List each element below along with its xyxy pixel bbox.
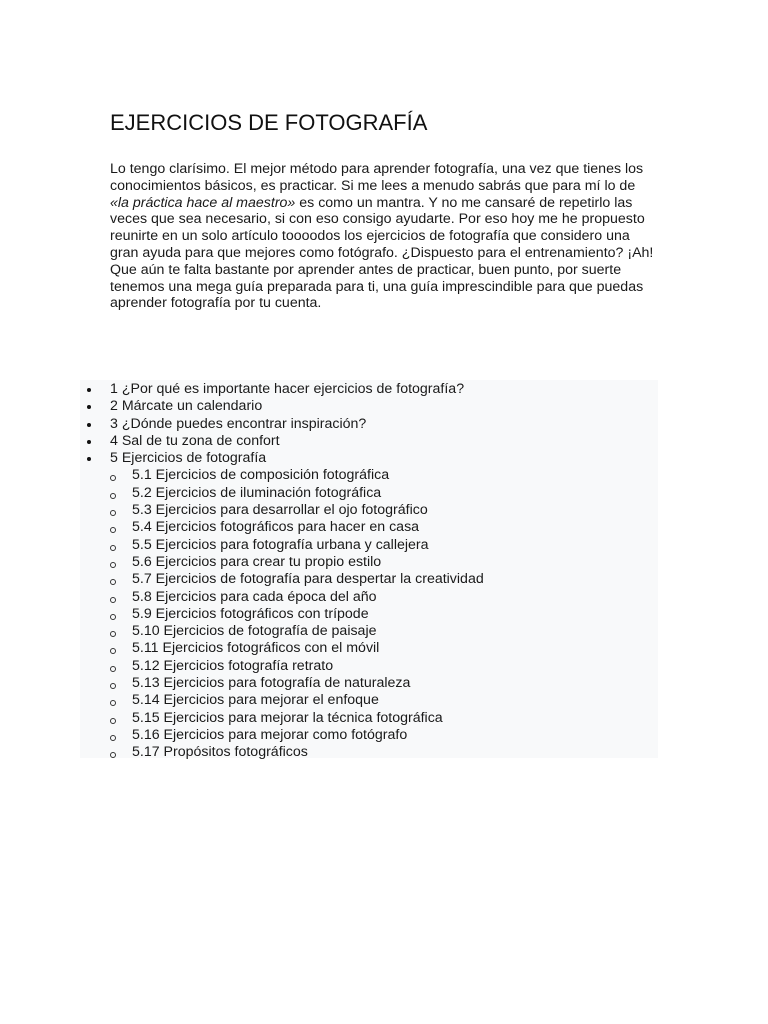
toc-subitem-label[interactable]: 5.16 Ejercicios para mejorar como fotógrafo: [132, 726, 408, 743]
circle-bullet-icon: [110, 510, 116, 516]
toc-item-label[interactable]: 3 ¿Dónde puedes encontrar inspiración?: [110, 415, 367, 432]
toc-subitem-label[interactable]: 5.8 Ejercicios para cada época del año: [132, 588, 377, 605]
intro-text-part1: Lo tengo clarísimo. El mejor método para aprender fotografía, una vez que tienes los conocimientos básicos, es practicar. Si me lees a menudo sabrás que para mí lo de: [110, 161, 644, 194]
disc-bullet-icon: [87, 457, 91, 461]
circle-bullet-icon: [110, 752, 116, 758]
toc-item[interactable]: [80, 398, 658, 415]
toc-subitem-label[interactable]: 5.15 Ejercicios para mejorar la técnica fotográfica: [132, 709, 443, 726]
circle-bullet-icon: [110, 631, 116, 637]
circle-bullet-icon: [110, 614, 116, 620]
toc-subitem-label[interactable]: 5.13 Ejercicios para fotografía de naturaleza: [132, 675, 411, 692]
circle-bullet-icon: [110, 562, 116, 568]
toc-subitem-label[interactable]: 5.3 Ejercicios para desarrollar el ojo fotográfico: [132, 502, 428, 519]
toc-subitem[interactable]: [80, 502, 658, 519]
toc-subitem-label[interactable]: 5.7 Ejercicios de fotografía para despertar la creatividad: [132, 571, 484, 588]
toc-list: [80, 381, 658, 762]
document-title: EJERCICIOS DE FOTOGRAFÍA: [110, 110, 428, 135]
toc-subitem-label[interactable]: 5.10 Ejercicios de fotografía de paisaje: [132, 623, 377, 640]
intro-text-part2: es como un mantra. Y no me cansaré de repetirlo las veces que sea necesario, si con eso consigo ayudarte. Por eso hoy me he propuesto reunirte en un solo artículo toooodos los ejercicios de fotografía que considero una gran ayuda para que mejores como fotógrafo. ¿Dispuesto para el entrenamiento? ¡Ah! Que aún te falta bastante por aprender antes de practicar, buen punto, por suerte tenemos una mega guía preparada para ti, una guía imprescindible para que puedas aprender fotografía por tu cuenta.: [110, 194, 654, 312]
toc-subitem-label[interactable]: 5.12 Ejercicios fotografía retrato: [132, 657, 334, 674]
disc-bullet-icon: [87, 388, 91, 392]
circle-bullet-icon: [110, 527, 116, 533]
toc-subitem[interactable]: [80, 623, 658, 640]
toc-item[interactable]: [80, 433, 658, 450]
circle-bullet-icon: [110, 718, 116, 724]
toc-subitem[interactable]: [80, 675, 658, 692]
toc-subitem[interactable]: [80, 571, 658, 588]
circle-bullet-icon: [110, 648, 116, 654]
disc-bullet-icon: [87, 405, 91, 409]
toc-subitem[interactable]: [80, 727, 658, 744]
toc-subitem-label[interactable]: 5.11 Ejercicios fotográficos con el móvil: [132, 640, 380, 657]
circle-bullet-icon: [110, 735, 116, 741]
toc-item-label[interactable]: 2 Márcate un calendario: [110, 398, 263, 415]
toc-subitem[interactable]: [80, 640, 658, 657]
toc-subitem-label[interactable]: 5.17 Propósitos fotográficos: [132, 744, 308, 761]
toc-subitem-label[interactable]: 5.2 Ejercicios de iluminación fotográfica: [132, 484, 382, 501]
toc-subitem[interactable]: [80, 467, 658, 484]
toc-subitem[interactable]: [80, 554, 658, 571]
toc-subitem[interactable]: [80, 710, 658, 727]
toc-subitem[interactable]: [80, 519, 658, 536]
toc-subitem[interactable]: [80, 537, 658, 554]
toc-item[interactable]: [80, 416, 658, 433]
intro-paragraph: [110, 161, 658, 312]
toc-item-label[interactable]: 4 Sal de tu zona de confort: [110, 432, 280, 449]
intro-quote: «la práctica hace al maestro»: [110, 194, 296, 211]
circle-bullet-icon: [110, 493, 116, 499]
circle-bullet-icon: [110, 683, 116, 689]
toc-subitem-label[interactable]: 5.6 Ejercicios para crear tu propio estilo: [132, 553, 382, 570]
toc-subitem-label[interactable]: 5.1 Ejercicios de composición fotográfica: [132, 467, 390, 484]
circle-bullet-icon: [110, 475, 116, 481]
disc-bullet-icon: [87, 440, 91, 444]
toc-subitem[interactable]: [80, 589, 658, 606]
toc-item[interactable]: [80, 450, 658, 467]
toc-subitem[interactable]: [80, 744, 658, 761]
toc-item-label[interactable]: 5 Ejercicios de fotografía: [110, 450, 267, 467]
toc-subitem-label[interactable]: 5.14 Ejercicios para mejorar el enfoque: [132, 692, 379, 709]
circle-bullet-icon: [110, 545, 116, 551]
toc-subitem[interactable]: [80, 692, 658, 709]
toc-subitem[interactable]: [80, 658, 658, 675]
toc-subitem-label[interactable]: 5.5 Ejercicios para fotografía urbana y callejera: [132, 536, 429, 553]
toc-subitem[interactable]: [80, 606, 658, 623]
toc-subitem[interactable]: [80, 485, 658, 502]
table-of-contents: [80, 380, 658, 761]
disc-bullet-icon: [87, 423, 91, 427]
circle-bullet-icon: [110, 579, 116, 585]
toc-subitem-label[interactable]: 5.9 Ejercicios fotográficos con trípode: [132, 605, 369, 622]
circle-bullet-icon: [110, 700, 116, 706]
toc-subitem-label[interactable]: 5.4 Ejercicios fotográficos para hacer en casa: [132, 519, 420, 536]
circle-bullet-icon: [110, 597, 116, 603]
toc-item-label[interactable]: 1 ¿Por qué es importante hacer ejercicios de fotografía?: [110, 381, 465, 397]
toc-item[interactable]: [80, 381, 658, 398]
circle-bullet-icon: [110, 666, 116, 672]
